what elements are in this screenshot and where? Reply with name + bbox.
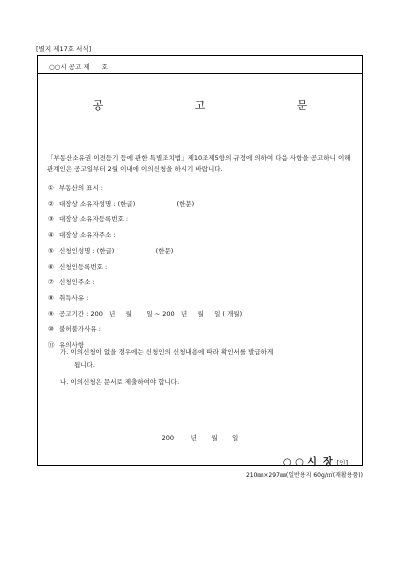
item-text: 대장상 소유자성명 : (한글) (한문): [59, 199, 195, 208]
signer-title: 장: [322, 457, 333, 468]
item-marker: ④: [48, 231, 54, 240]
form-number-label: [별지 제17호 서식]: [36, 45, 92, 53]
header-divider: [38, 73, 362, 74]
item-marker: ③: [48, 215, 54, 224]
guidance-line: [60, 359, 273, 372]
guidance-continuation: 됩니다.: [74, 360, 95, 369]
item-marker: ⑧: [48, 293, 54, 302]
item-text: 불허불가사유 :: [59, 325, 101, 334]
list-item: [48, 230, 116, 239]
item-text: 신청인주소 :: [59, 278, 95, 287]
notice-number-prefix: ○○시 공고 제: [49, 63, 90, 71]
item-marker: ⑥: [48, 262, 54, 271]
list-item: [48, 309, 242, 318]
notice-number-suffix: 호: [101, 63, 108, 71]
signer-name: ○ ○ 시: [282, 457, 317, 468]
notice-date: 200 년 월 일: [161, 434, 239, 442]
notice-number: [49, 62, 108, 71]
item-marker: ⑩: [48, 325, 54, 334]
paper-spec: 210㎜×297㎜(일반용지 60g/㎡(재활용품)): [245, 472, 363, 479]
seal-mark: [인]: [336, 459, 348, 467]
item-text: 유의사항: [59, 341, 85, 349]
list-item: [48, 214, 128, 223]
item-marker: ②: [48, 199, 54, 208]
item-marker: ⑨: [48, 309, 54, 318]
item-text: 부동산의 표시 :: [59, 184, 103, 192]
item-marker: ①: [48, 184, 54, 192]
list-item: [48, 199, 194, 208]
item-marker: ⑦: [48, 278, 54, 287]
item-text: 신청인등록번호 :: [59, 262, 108, 271]
list-item: [48, 277, 95, 286]
guidance-line: 가. 이의신청이 없을 경우에는 신청인의 신청내용에 따라 확인서를 발급하게: [60, 348, 274, 356]
item-text: 대장상 소유자주소 :: [59, 231, 116, 240]
guidance-item: [60, 346, 273, 371]
notice-form: [37, 55, 363, 466]
list-item: [48, 183, 103, 192]
list-item: [48, 324, 101, 333]
item-marker: ⑪: [48, 341, 55, 349]
guidance-item: [60, 376, 179, 389]
item-text: 취득사유 :: [59, 293, 89, 302]
signer-block: [283, 453, 348, 468]
item-text: 신청인성명 : (한글) (한문): [59, 246, 174, 255]
list-item: [48, 293, 88, 302]
item-text: 대장상 소유자등록번호 :: [59, 215, 129, 224]
notice-title: 공 고 문: [92, 99, 352, 112]
guidance-line: 나. 이의신청은 문서로 제출하여야 합니다.: [60, 378, 180, 386]
item-text: 공고기간 : 200 년 월 일 ~ 200 년 월 일 ( 개월): [59, 309, 243, 318]
item-marker: ⑤: [48, 246, 54, 255]
list-item: [48, 246, 173, 255]
list-item: [48, 262, 107, 271]
notice-intro: 「부동산소유권 이전등기 등에 관한 특별조치법」제10조제5항의 규정에 의하여 다음 사항을 공고하니 이해관계인은 공고일부터 2월 이내에 이의신청을 하시기 바랍니다.: [47, 154, 351, 173]
